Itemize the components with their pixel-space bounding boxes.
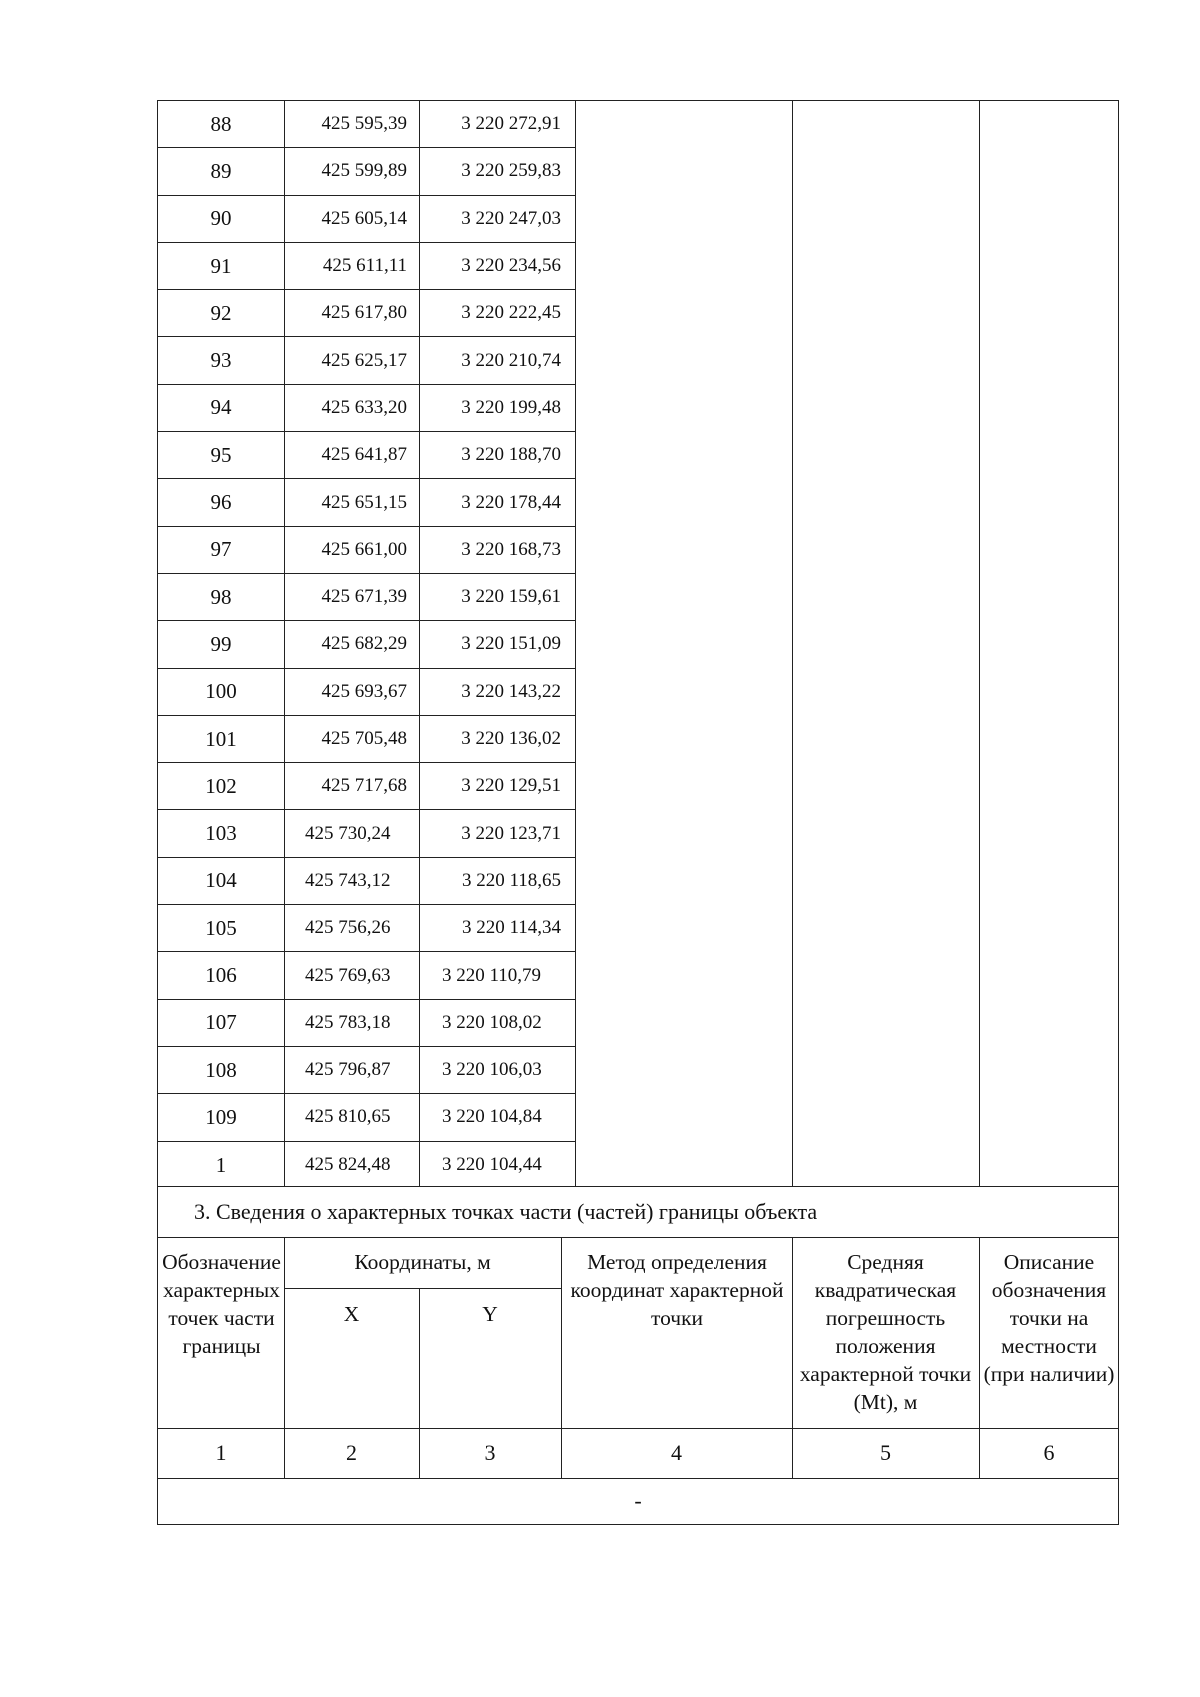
coordinate-y: 3 220 143,22	[461, 680, 561, 702]
table-row	[158, 811, 575, 858]
coordinate-x: 425 824,48	[305, 1154, 391, 1176]
table-row	[158, 243, 575, 290]
coordinate-x: 425 605,14	[321, 207, 407, 229]
coordinate-y: 3 220 123,71	[461, 822, 561, 844]
table-row	[158, 290, 575, 337]
coordinate-y: 3 220 259,83	[461, 160, 561, 182]
column-number: 5	[880, 1440, 891, 1465]
coordinate-y: 3 220 151,09	[461, 633, 561, 655]
table-row	[158, 716, 575, 763]
column-divider	[792, 101, 793, 1186]
column-number: 3	[484, 1440, 496, 1465]
coordinate-y: 3 220 199,48	[461, 396, 561, 418]
coordinate-y: 3 220 104,44	[442, 1154, 542, 1176]
point-number: 95	[210, 442, 232, 467]
point-number: 101	[205, 726, 237, 751]
empty-value: -	[634, 1488, 642, 1513]
column-divider	[979, 101, 980, 1186]
row-divider	[284, 1288, 561, 1289]
coordinate-x: 425 633,20	[321, 396, 407, 418]
part-boundary-table	[157, 1237, 1119, 1525]
point-number: 93	[210, 348, 232, 373]
coordinate-y: 3 220 104,84	[442, 1106, 542, 1128]
header-point-designation: Обозначение характерных точек части границы	[162, 1250, 281, 1358]
coordinate-y: 3 220 178,44	[461, 491, 561, 513]
table-row	[158, 527, 575, 574]
point-number: 102	[205, 773, 237, 798]
coordinate-y: 3 220 114,34	[461, 917, 561, 939]
coordinate-x: 425 693,67	[321, 680, 407, 702]
coordinate-x: 425 756,26	[305, 917, 391, 939]
coordinate-x: 425 651,15	[321, 491, 407, 513]
table-row	[158, 479, 575, 526]
table-row	[158, 621, 575, 668]
point-number: 89	[210, 158, 232, 183]
point-number: 108	[205, 1057, 237, 1082]
coordinate-y: 3 220 168,73	[461, 538, 561, 560]
coordinate-y: 3 220 222,45	[461, 302, 561, 324]
point-number: 105	[205, 915, 237, 940]
coordinate-x: 425 611,11	[322, 255, 407, 277]
coordinate-x: 425 796,87	[305, 1059, 391, 1081]
point-number: 91	[210, 253, 232, 278]
point-number: 100	[205, 679, 237, 704]
coordinate-x: 425 743,12	[305, 869, 391, 891]
point-number: 103	[205, 821, 237, 846]
column-number: 6	[1043, 1440, 1055, 1465]
coordinate-y: 3 220 159,61	[461, 586, 561, 608]
coordinate-x: 425 661,00	[321, 538, 407, 560]
coordinate-x: 425 682,29	[321, 633, 407, 655]
table-row	[158, 148, 575, 195]
header-x: X	[343, 1302, 360, 1326]
table-row	[158, 101, 575, 148]
header-method: Метод определения координат характерной точки	[570, 1250, 784, 1330]
coordinate-x: 425 625,17	[321, 349, 407, 371]
point-number: 97	[210, 537, 232, 562]
point-number: 107	[205, 1010, 237, 1035]
coordinate-y: 3 220 188,70	[461, 444, 561, 466]
coordinate-x: 425 599,89	[321, 160, 407, 182]
coordinate-y: 3 220 272,91	[461, 113, 561, 135]
table-row	[158, 196, 575, 243]
point-number: 99	[210, 631, 232, 656]
coordinate-x: 425 769,63	[305, 964, 391, 986]
table-row	[158, 905, 575, 952]
table-row	[158, 1000, 575, 1047]
table-row	[158, 858, 575, 905]
coordinate-y: 3 220 247,03	[461, 207, 561, 229]
point-number: 109	[205, 1104, 237, 1129]
table-row	[158, 574, 575, 621]
point-number: 94	[210, 395, 232, 420]
coordinate-y: 3 220 110,79	[442, 964, 542, 986]
coordinate-x: 425 617,80	[321, 302, 407, 324]
table-row	[158, 952, 575, 999]
column-number: 4	[671, 1440, 682, 1465]
point-number: 1	[215, 1152, 227, 1177]
header-description: Описание обозначения точки на местности (при наличии)	[983, 1250, 1115, 1386]
coordinate-y: 3 220 106,03	[442, 1059, 542, 1081]
coordinate-y: 3 220 234,56	[461, 255, 561, 277]
coordinate-x: 425 595,39	[321, 113, 407, 135]
header-mean-error: Средняя квадратическая погрешность положения характерной точки (Mt), м	[799, 1250, 972, 1414]
point-number: 92	[210, 300, 232, 325]
section-title: 3. Сведения о характерных точках части (частей) границы объекта	[157, 1187, 1119, 1237]
point-number: 90	[210, 206, 232, 231]
coordinate-y: 3 220 108,02	[442, 1011, 542, 1033]
header-coordinates: Координаты, м	[354, 1250, 491, 1274]
table-row	[158, 432, 575, 479]
coordinate-x: 425 705,48	[321, 728, 407, 750]
table-row	[158, 1142, 575, 1189]
coordinate-y: 3 220 129,51	[461, 775, 561, 797]
table-row	[158, 1047, 575, 1094]
coordinate-x: 425 641,87	[321, 444, 407, 466]
coordinate-x: 425 810,65	[305, 1106, 391, 1128]
point-number: 98	[210, 584, 232, 609]
column-divider	[575, 101, 576, 1186]
point-number: 106	[205, 963, 237, 988]
point-number: 104	[205, 868, 237, 893]
coordinate-y: 3 220 118,65	[461, 869, 561, 891]
coordinate-y: 3 220 210,74	[461, 349, 561, 371]
column-number: 1	[215, 1440, 227, 1465]
coordinates-table	[157, 100, 1119, 1187]
table-row	[158, 338, 575, 385]
table-row	[158, 763, 575, 810]
point-number: 96	[210, 490, 232, 515]
coordinate-x: 425 717,68	[321, 775, 407, 797]
table-row	[158, 1094, 575, 1141]
coordinate-x: 425 730,24	[305, 822, 391, 844]
table-row	[158, 385, 575, 432]
column-number: 2	[346, 1440, 357, 1465]
table-row	[158, 669, 575, 716]
coordinate-y: 3 220 136,02	[461, 728, 561, 750]
coordinate-x: 425 783,18	[305, 1011, 391, 1033]
coordinate-x: 425 671,39	[321, 586, 407, 608]
point-number: 88	[210, 111, 232, 136]
header-y: Y	[482, 1302, 498, 1326]
